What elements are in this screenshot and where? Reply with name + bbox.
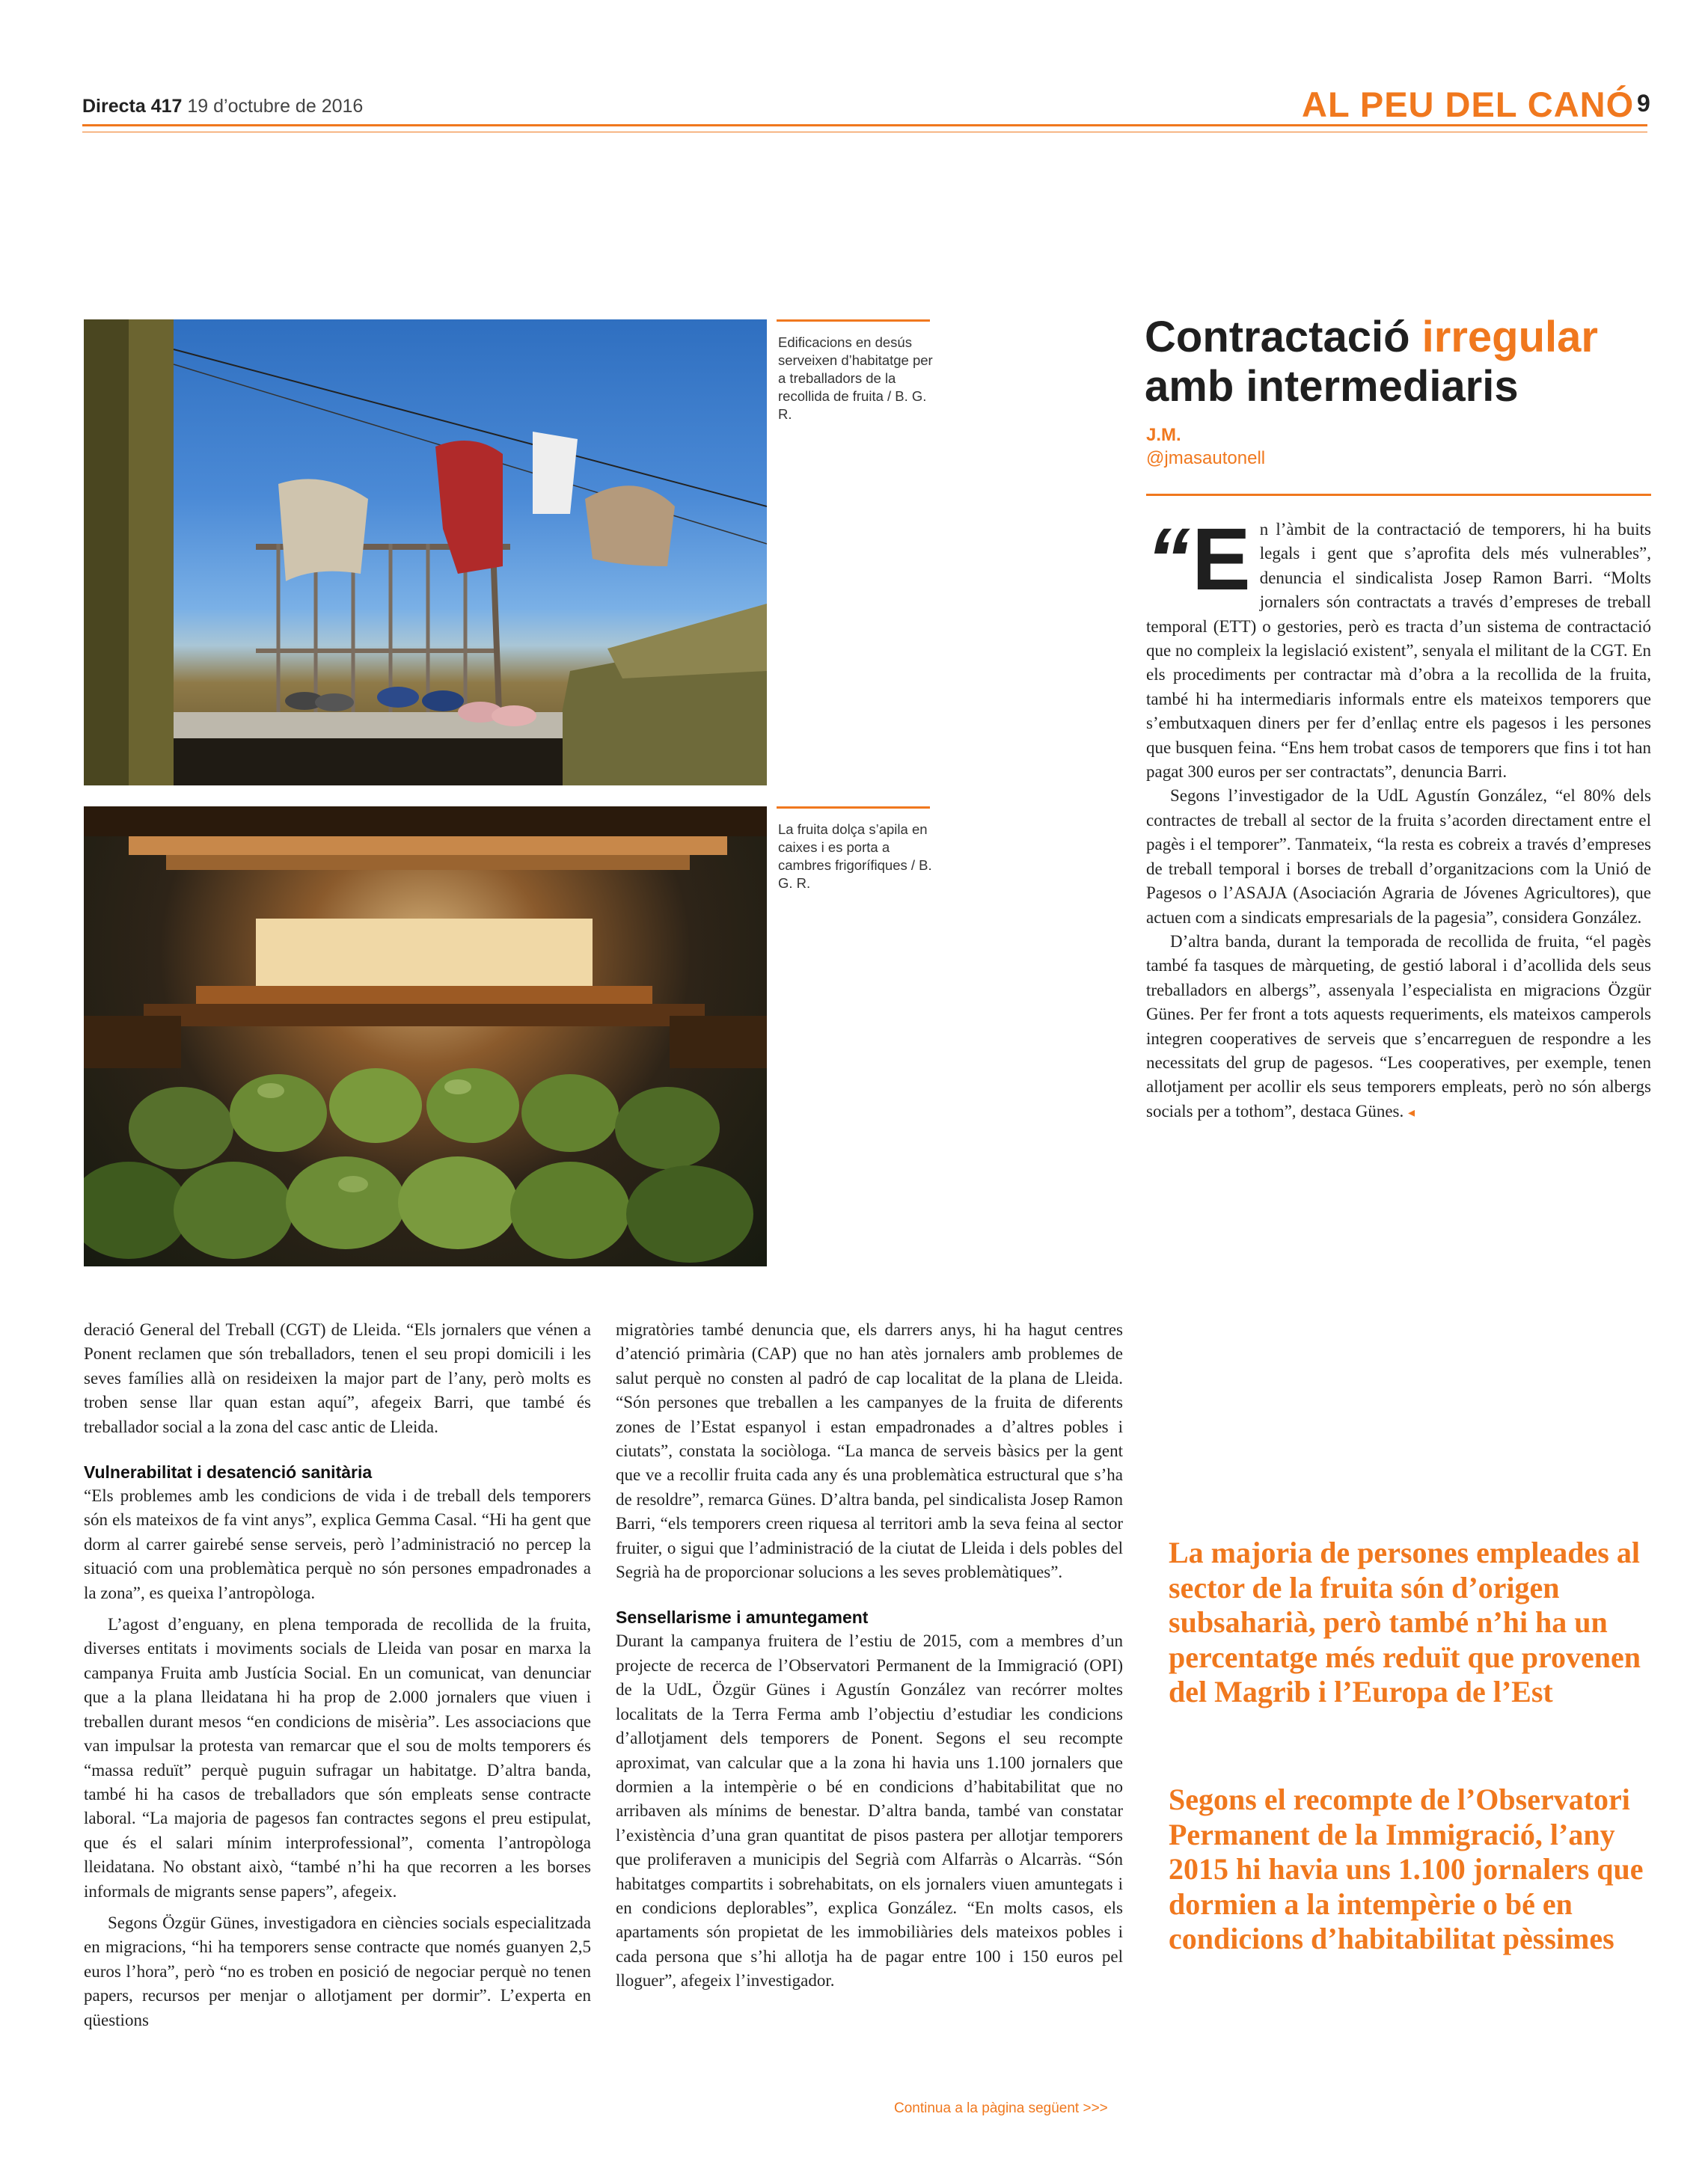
drop-cap-quote: “ bbox=[1146, 510, 1190, 609]
article-paragraph: Durant la campanya fruitera de l’estiu de 2015, com a membres d’un projecte de recerca de l’Observatori Permanent de la Immigració (OPI) de la UdL, Özgür Günes i Agustín González van recórrer moltes localitats de la Terra Ferma amb l’objectiu d’estudiar les condicions d’allotjament dels temporers de Ponent. Segons el seu recompte aproximat, van calcular que a la zona hi havia uns 1.100 jornalers que dormien a la intempèrie o bé en condicions d’habitabilitat que no arribaven als mínims de benestar. D’altra banda, també van constatar l’existència d’una gran quantitat de pisos pastera per allotjar temporers que proliferaven a municipis del Segrià com Alfarràs o Alcarràs. “Són habitatges compartits i sobrehabitats, on els jornalers viuen amuntegats i en condicions deplorables”, explica González. “En molts casos, els apartaments són propietat de les immobiliàries dels mateixos pobles i cada persona que s’hi allotja ha de pagar entre 100 i 150 euros pel lloguer”, afegeix l’investigador. bbox=[616, 1631, 1123, 1990]
article-paragraph: Segons Özgür Günes, investigadora en ciències socials especialitzada en migracions, “hi ha temporers sense contracte que només guanyen 2,5 euros l’hora”, però “no es troben en posició de negociar perquè no tenen papers, recursos per menjar o allotjament per dormir”. L’experta en qüestions bbox=[84, 1913, 591, 2029]
photo-fruit-crates-illustration bbox=[84, 806, 767, 1266]
article-column-2 bbox=[616, 1318, 1123, 1993]
page-number: 9 bbox=[1637, 90, 1650, 117]
article-column-1 bbox=[84, 1318, 591, 2032]
drop-cap bbox=[1146, 510, 1251, 609]
caption-rule bbox=[777, 319, 930, 322]
sidebar-headline bbox=[1145, 313, 1653, 411]
section-title: AL PEU DEL CANÓ bbox=[1302, 85, 1635, 124]
sidebar-paragraph: Segons l’investigador de la UdL Agustín González, “el 80% dels contractes de treball al sector de la fruita s’acorden directament entre el pagès i el temporer”. Tanmateix, “la resta es cobreix a través d’empreses de treball temporal i borses de treball d’organitzacions com la Unió de Pagesos o l’ASAJA (Asociación Agraria de Jóvenes Agricultores), que actuen com a sindicats empresarials de la pagesia”, considera González. bbox=[1146, 786, 1651, 927]
sidebar-body bbox=[1146, 510, 1651, 1124]
header-rule bbox=[82, 124, 1647, 126]
publication-date: 19 d’octubre de 2016 bbox=[187, 96, 364, 117]
sidebar-paragraph: D’altra banda, durant la temporada de recollida de fruita, “el pagès també fa tasques de màrqueting, de gestió laboral i d’acollida dels seus treballadors en albergs”, assenyala l’especialista en migracions Özgür Günes. Per fer front a tots aquests requeriments, els mateixos camperols integren cooperatives de serveis que s’encarreguen de respondre a les necessitats del grup de pagesos. “Les cooperatives, per exemple, tenen allotjament per acollir els seus temporers empleats, però no són albergs socials per a tothom”, destaca Günes. bbox=[1146, 931, 1651, 1121]
sidebar-author: J.M. bbox=[1146, 425, 1181, 445]
article-subhead: Vulnerabilitat i desatenció sanitària bbox=[84, 1462, 373, 1483]
pull-quote: Segons el recompte de l’Observatori Permanent de la Immigració, l’any 2015 hi havia uns 1.100 jornalers que dormien a la intempèrie o bé en condicions d’habitabilitat pèssimes bbox=[1169, 1783, 1644, 1955]
article-paragraph: migratòries també denuncia que, els darrers anys, hi ha hagut centres d’atenció primària (CAP) que no han atès jornalers amb problemes de salut perquè no consten al padró de cap localitat de la plana de Lleida. “Són persones que treballen a les campanyes de la fruita de diferents zones de l’Estat espanyol i estan empadronades a d’altres pobles i ciutats”, constata la sociòloga. “La manca de serveis bàsics per la gent que ve a recollir fruita cada any és una problemàtica estructural que s’ha de resoldre”, remarca Günes. D’altra banda, pel sindicalista Josep Ramon Barri, “els temporers creen riquesa al territori amb la seva feina al sector fruiter, o sigui que l’administració de la ciutat de Lleida i dels pobles del Segrià ha de proporcionar solucions a les seves problemàtiques”. bbox=[616, 1320, 1123, 1582]
photo-abandoned-building-illustration bbox=[84, 319, 767, 785]
article-paragraph: L’agost d’enguany, en plena temporada de recollida de la fruita, diverses entitats i moviments socials de Lleida van posar en marxa la campanya Fruita amb Justícia Social. En un comunicat, van denunciar que a la plana lleidatana hi ha prop de 2.000 jornalers que viuen i treballen durant mesos “en condicions de misèria”. Les associacions que van impulsar la protesta van remarcar que el sou de molts temporers és “massa reduït” perquè puguin sufragar un habitatge. D’altra banda, també hi ha casos de treballadors que són empleats sense contracte laboral. “La majoria de pagesos fan contractes segons el preu estipulat, que és el salari mínim interprofessional”, comenta l’antropòloga lleidatana. No obstant això, “també n’hi ha que recorren a les borses informals de migrants sense papers”, afegeix. bbox=[84, 1615, 591, 1901]
article-paragraph: “Els problemes amb les condicions de vida i de treball dels temporers són els mateixos de fa vint anys”, explica Gemma Casal. “Hi ha gent que dorm al carrer gairebé sense serveis, però l’administració no percep la situació com una problemàtica perquè no són persones empadronades a la zona”, es queixa l’antropòloga. bbox=[84, 1486, 591, 1602]
publication-name: Directa 417 bbox=[82, 96, 183, 117]
pull-quote: La majoria de persones empleades al sector de la fruita són d’origen subsaharià, però també n’hi ha un percentatge més reduït que provenen del Magrib i l’Europa de l’Est bbox=[1169, 1536, 1641, 1708]
article-paragraph: deració General del Treball (CGT) de Lleida. “Els jornalers que vénen a Ponent reclamen que són treballadors, tenen el seu propi domicili i les seves famílies allà on resideixen la major part de l’any, però molts es troben sense llar quan estan aquí”, afegeix Barri, que també és treballador social a la zona del casc antic de Lleida. bbox=[84, 1320, 591, 1436]
photo-caption: Edificacions en desús serveixen d’habitatge per a treballadors de la recollida de fruita / B. G. R. bbox=[778, 334, 933, 422]
sidebar-paragraph: n l’àmbit de la contractació de temporers, hi ha buits legals i gent que s’aprofita dels més vulnerables”, denuncia el sindicalista Josep Ramon Barri. “Molts jornalers són contractats a través d’empreses de treball temporal (ETT) o gestories, però es tracta d’un sistema de contractació que no compleix la legislació existent”, senyala el militant de la CGT. En els procediments per contractar mà d’obra a la recollida de la fruita, també hi ha intermediaris informals entre els mateixos temporers que s’embutxaquen diners per fer d’enllaç entre els pagesos i les persones que busquen feina. “Ens hem trobat casos de temporers que fins i tot han pagat 300 euros per ser contractats”, denuncia Barri. bbox=[1146, 520, 1651, 782]
end-mark-icon: ◂ bbox=[1408, 1104, 1415, 1120]
drop-cap-letter: E bbox=[1192, 510, 1251, 609]
headline-highlight: irregular bbox=[1421, 313, 1598, 361]
sidebar-rule bbox=[1146, 494, 1651, 496]
photo-caption: La fruita dolça s’apila en caixes i es porta a cambres frigorífiques / B. G. R. bbox=[778, 821, 932, 891]
caption-rule bbox=[777, 806, 930, 809]
photo-fruit-crates bbox=[84, 806, 767, 1266]
photo-abandoned-building bbox=[84, 319, 767, 785]
article-subhead: Sensellarisme i amuntegament bbox=[616, 1608, 869, 1628]
continue-link[interactable]: Continua a la pàgina següent >>> bbox=[894, 2100, 1108, 2116]
sidebar-author-handle: @jmasautonell bbox=[1146, 448, 1266, 468]
page-header-publication bbox=[82, 96, 363, 117]
headline-part: Contractació bbox=[1145, 313, 1422, 361]
headline-part: amb intermediaris bbox=[1145, 362, 1519, 411]
